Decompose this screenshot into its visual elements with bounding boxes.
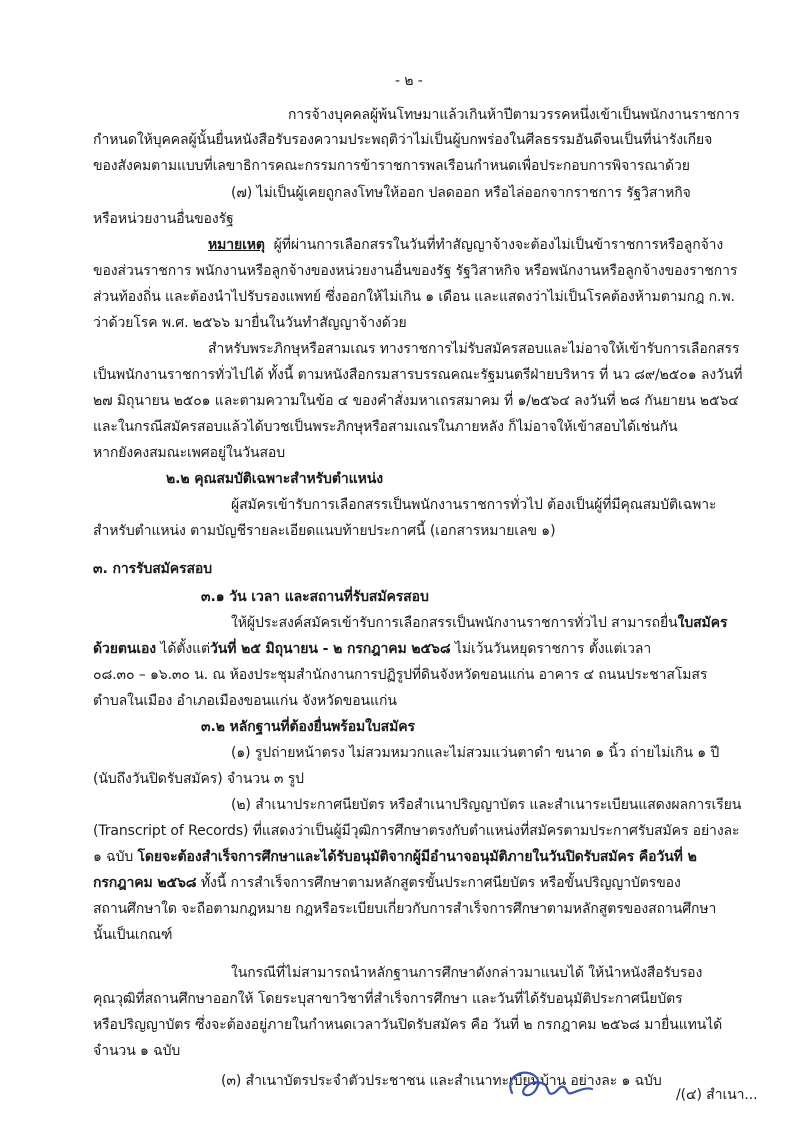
paragraph-line: ๒๗ มิถุนายน ๒๕๐๑ และตามความในข้อ ๔ ของคำสั่งมหาเถรสมาคม ที่ ๑/๒๕๖๔ ลงวันที่ ๒๘ กันยายน ๒๕๖๔ — [93, 393, 739, 409]
bold-segment: ใบสมัคร — [677, 615, 728, 631]
paragraph-line: สำหรับพระภิกษุหรือสามเณร ทางราชการไม่รับสมัครสอบและไม่อาจให้เข้ารับการเลือกสรร — [208, 341, 740, 357]
signature-icon — [502, 1063, 594, 1103]
paragraph-line: ๐๘.๓๐ – ๑๖.๓๐ น. ณ ห้องประชุมสำนักงานการปฏิรูปที่ดินจังหวัดขอนแก่น อาคาร ๔ ถนนประชาสโมสร — [93, 667, 708, 683]
document-item-1-cont: (นับถึงวันปิดรับสมัคร) จำนวน ๓ รูป — [93, 771, 304, 787]
continuation-marker: /(๔) สำเนา... — [676, 1087, 758, 1103]
paragraph-line: จำนวน ๑ ฉบับ — [93, 1043, 181, 1059]
paragraph-line: ของสังคมตามแบบที่เลขาธิการคณะกรรมการข้าราชการพลเรือนกำหนดเพื่อประกอบการพิจารณาด้วย — [93, 158, 690, 174]
paragraph-line — [231, 614, 727, 632]
note-line: ว่าด้วยโรค พ.ศ. ๒๕๖๖ มายื่นในวันทำสัญญาจ้างด้วย — [93, 315, 407, 331]
paragraph-line: หากยังคงสมณะเพศอยู่ในวันสอบ — [93, 445, 285, 461]
text-segment: ไม่เว้นวันหยุดราชการ ตั้งแต่เวลา — [450, 641, 652, 657]
paragraph-line: ผู้สมัครเข้ารับการเลือกสรรเป็นพนักงานราชการทั่วไป ต้องเป็นผู้ที่มีคุณสมบัติเฉพาะ — [231, 497, 717, 513]
paragraph-line: เป็นพนักงานราชการทั่วไปได้ ทั้งนี้ ตามหนังสือกรมสารบรรณคณะรัฐมนตรีฝ่ายบริหาร ที่ นว ๘๙/๒๕๐๑ ลงวันที่ — [93, 367, 743, 383]
section-heading-3: ๓. การรับสมัครสอบ — [93, 561, 213, 577]
note-line: ของส่วนราชการ พนักงานหรือลูกจ้างของหน่วยงานอื่นของรัฐ รัฐวิสาหกิจ หรือพนักงานหรือลูกจ้างของราชการ — [93, 263, 738, 279]
text-segment: ให้ผู้ประสงค์สมัครเข้ารับการเลือกสรรเป็นพนักงานราชการทั่วไป สามารถยื่น — [231, 615, 678, 631]
document-item-2-cont: นั้นเป็นเกณฑ์ — [93, 927, 173, 943]
paragraph-line: ในกรณีที่ไม่สามารถนำหลักฐานการศึกษาดังกล่าวมาแนบได้ ให้นำหนังสือรับรอง — [231, 965, 703, 981]
qualification-item-7-cont: หรือหน่วยงานอื่นของรัฐ — [93, 211, 234, 227]
document-item-2-cont: (Transcript of Records) ที่แสดงว่าเป็นผู้มีวุฒิการศึกษาตรงกับตำแหน่งที่สมัครตามประกาศรับสมัคร อย่างละ — [93, 823, 740, 839]
document-item-2-cont — [93, 874, 681, 892]
document-item-2-cont — [93, 848, 697, 866]
qualification-item-7: (๗) ไม่เป็นผู้เคยถูกลงโทษให้ออก ปลดออก หรือไล่ออกจากราชการ รัฐวิสาหกิจ — [231, 185, 691, 201]
bold-segment: โดยจะต้องสำเร็จการศึกษาและได้รับอนุมัติจากผู้มีอำนาจอนุมัติภายในวันปิดรับสมัคร คือวันที่ ๒ — [137, 849, 697, 865]
section-heading-2-2: ๒.๒ คุณสมบัติเฉพาะสำหรับตำแหน่ง — [166, 471, 383, 487]
section-heading-3-2: ๓.๒ หลักฐานที่ต้องยื่นพร้อมใบสมัคร — [201, 719, 415, 735]
paragraph-line — [93, 640, 651, 658]
paragraph-line: คุณวุฒิที่สถานศึกษาออกให้ โดยระบุสาขาวิชาที่สำเร็จการศึกษา และวันที่ได้รับอนุมัติประกาศนียบัตร — [93, 991, 683, 1007]
note-label: หมายเหตุ — [208, 237, 265, 253]
text-segment: ๑ ฉบับ — [93, 849, 138, 865]
paragraph-line: กำหนดให้บุคคลผู้นั้นยื่นหนังสือรับรองความประพฤติว่าไม่เป็นผู้บกพร่องในศีลธรรมอันดีจนเป็นที่น่ารังเกียจ — [93, 132, 713, 148]
paragraph-line: ตำบลในเมือง อำเภอเมืองขอนแก่น จังหวัดขอนแก่น — [93, 693, 397, 709]
paragraph-line: สำหรับตำแหน่ง ตามบัญชีรายละเอียดแนบท้ายประกาศนี้ (เอกสารหมายเลข ๑) — [93, 523, 556, 539]
document-item-2-cont: สถานศึกษาใด จะถือตามกฎหมาย กฎหรือระเบียบเกี่ยวกับการสำเร็จการศึกษาตามหลักสูตรของสถานศึกษา — [93, 901, 717, 917]
paragraph-line: การจ้างบุคคลผู้พ้นโทษมาแล้วเกินห้าปีตามวรรคหนึ่งเข้าเป็นพนักงานราชการ — [288, 107, 740, 123]
text-segment: ทั้งนี้ การสำเร็จการศึกษาตามหลักสูตรขั้นประกาศนียบัตร หรือขั้นปริญญาบัตรของ — [196, 875, 681, 891]
paragraph-line: หรือปริญญาบัตร ซึ่งจะต้องอยู่ภายในกำหนดเวลาวันปิดรับสมัคร คือ วันที่ ๒ กรกฎาคม ๒๕๖๘ มายื่นแทนได้ — [93, 1017, 723, 1033]
note-line: ส่วนท้องถิ่น และต้องนำไปรับรองแพทย์ ซึ่งออกให้ไม่เกิน ๑ เดือน และแสดงว่าไม่เป็นโรคต้องห้ามตามกฎ ก.พ. — [93, 289, 735, 305]
application-period: วันที่ ๒๕ มิถุนายน - ๒ กรกฎาคม ๒๕๖๘ — [210, 641, 451, 657]
note-line — [208, 236, 723, 254]
document-item-2: (๒) สำเนาประกาศนียบัตร หรือสำเนาปริญญาบัตร และสำเนาระเบียนแสดงผลการเรียน — [231, 797, 742, 813]
document-item-1: (๑) รูปถ่ายหน้าตรง ไม่สวมหมวกและไม่สวมแว่นตาดำ ขนาด ๑ นิ้ว ถ่ายไม่เกิน ๑ ปี — [231, 745, 720, 761]
note-text: ผู้ที่ผ่านการเลือกสรรในวันที่ทำสัญญาจ้างจะต้องไม่เป็นข้าราชการหรือลูกจ้าง — [273, 237, 724, 253]
text-segment: ได้ตั้งแต่ — [156, 641, 210, 657]
document-item-3: (๓) สำเนาบัตรประจำตัวประชาชน และสำเนาทะเบียนบ้าน อย่างละ ๑ ฉบับ — [221, 1073, 662, 1089]
paragraph-line: และในกรณีสมัครสอบแล้วได้บวชเป็นพระภิกษุหรือสามเณรในภายหลัง ก็ไม่อาจให้เข้าสอบได้เช่นกัน — [93, 419, 678, 435]
bold-segment: กรกฎาคม ๒๕๖๘ — [93, 875, 197, 891]
bold-segment: ด้วยตนเอง — [93, 641, 157, 657]
page-number: - ๒ - — [395, 73, 423, 89]
section-heading-3-1: ๓.๑ วัน เวลา และสถานที่รับสมัครสอบ — [201, 589, 429, 605]
